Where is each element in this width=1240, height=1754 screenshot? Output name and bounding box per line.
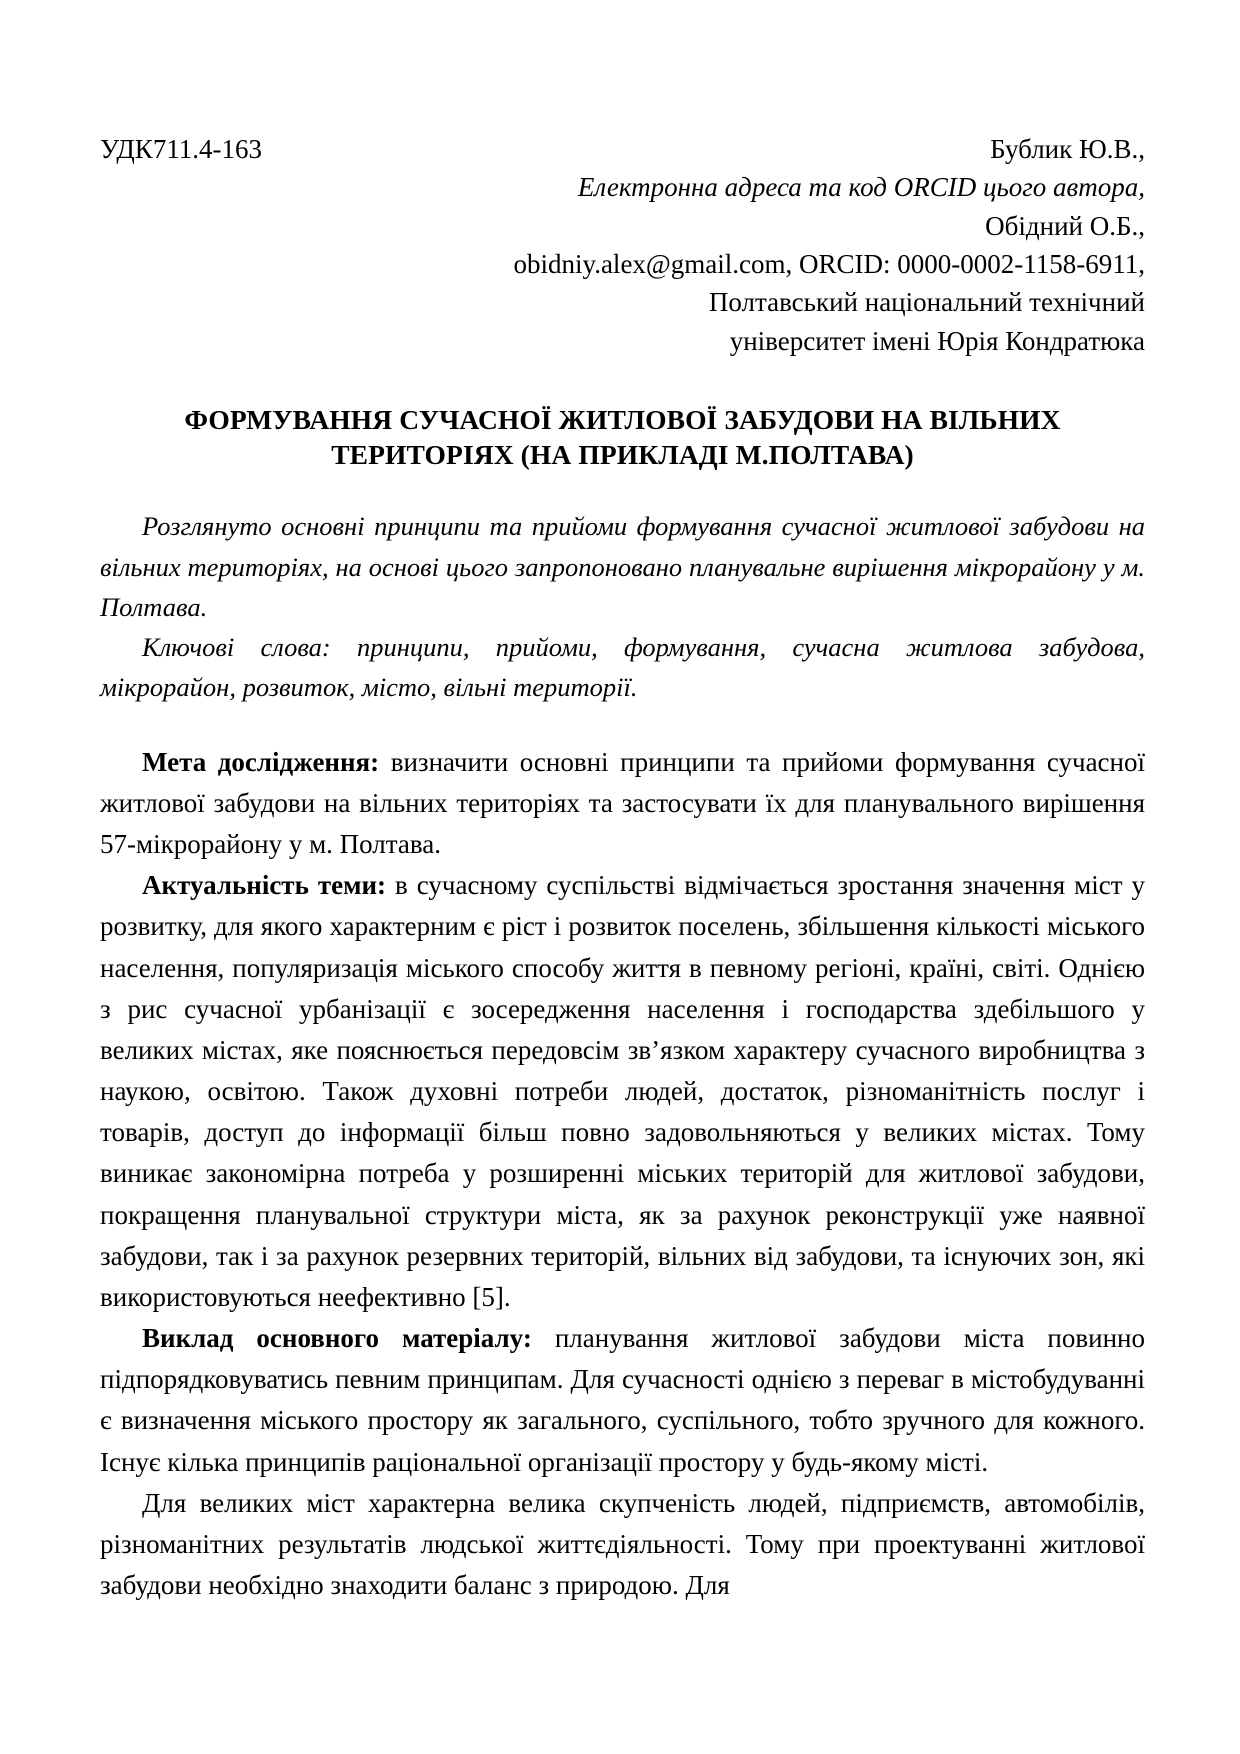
- title-line-2: ТЕРИТОРІЯХ (НА ПРИКЛАДІ М.ПОЛТАВА): [331, 439, 914, 471]
- body-block: [100, 742, 1145, 1607]
- keywords-text: Ключові слова: принципи, прийоми, формування, сучасна житлова забудова, мікрорайон, розвиток, місто, вільні території.: [100, 632, 1145, 703]
- paragraph-body-relevance: в сучасному суспільстві відмічається зростання значення міст у розвитку, для якого характерним є ріст і розвиток поселень, збільшення кількості міського населення, популяризація міського способу життя в певному регіоні, країні, світі. Однією з рис сучасної урбанізації є зосередження населення і господарства здебільшого у великих містах, яке пояснюється передовсім зв’язком характеру сучасного виробництва з наукою, освітою. Також духовні потреби людей, достаток, різноманітність послуг і товарів, доступ до інформації більш повно задовольняються у великих містах. Тому виникає закономірна потреба у розширенні міських територій для житлової забудови, покращення планувальної структури міста, як за рахунок реконструкції уже наявної забудови, так і за рахунок резервних територій, вільних від забудови, та існуючих зон, які використовуються неефективно [5].: [100, 870, 1145, 1312]
- affiliation-line-2: університет імені Юрія Кондратюка: [729, 325, 1145, 356]
- paragraph-lead-relevance: Актуальність теми:: [142, 870, 387, 901]
- author-contact: obidniy.alex@gmail.com, ORCID: 0000-0002-1158-6911,: [513, 248, 1145, 279]
- paragraph-body-large-cities: Для великих міст характерна велика скупченість людей, підприємств, автомобілів, різноманітних результатів людської життєдіяльності. Тому при проектуванні житлової забудови необхідно знаходити баланс з природою. Для: [100, 1487, 1145, 1601]
- orcid-note: Електронна адреса та код ORCID цього автора,: [577, 172, 1145, 203]
- udk-author-row: [100, 130, 1145, 168]
- paragraph-lead-purpose: Мета дослідження:: [142, 746, 380, 777]
- paragraph-lead-main-material: Виклад основного матеріалу:: [142, 1323, 532, 1354]
- author-name-primary: Бублик Ю.В.,: [990, 134, 1145, 164]
- header-block: [100, 130, 1145, 360]
- paragraph-main-material: [100, 1318, 1145, 1483]
- paragraph-relevance: [100, 865, 1145, 1318]
- paragraph-purpose: [100, 742, 1145, 866]
- udk-code: УДК711.4-163: [100, 134, 263, 164]
- page-title: [100, 402, 1145, 472]
- title-line-1: ФОРМУВАННЯ СУЧАСНОЇ ЖИТЛОВОЇ ЗАБУДОВИ НА ВІЛЬНИХ: [184, 403, 1061, 435]
- abstract-text: Розглянуто основні принципи та прийоми формування сучасної житлової забудови на вільних територіях, на основі цього запропоновано планувальне вирішення мікрорайону у м. Полтава.: [100, 511, 1145, 622]
- author-name-secondary: Обідний О.Б.,: [985, 210, 1145, 241]
- paragraph-body-purpose: визначити основні принципи та прийоми формування сучасної житлової забудови на вільних територіях та застосувати їх для планувального вирішення 57-мікрорайону у м. Полтава.: [100, 746, 1145, 860]
- affiliation-line-1: Полтавський національний технічний: [708, 287, 1145, 318]
- paragraph-body-main-material: планування житлової забудови міста повинно підпорядковуватись певним принципам. Для сучасності однією з переваг в містобудуванні є визначення міського простору як загального, суспільного, тобто зручного для кожного. Існує кілька принципів раціональної організації простору у будь-якому місті.: [100, 1323, 1145, 1477]
- paragraph-large-cities: [100, 1483, 1145, 1607]
